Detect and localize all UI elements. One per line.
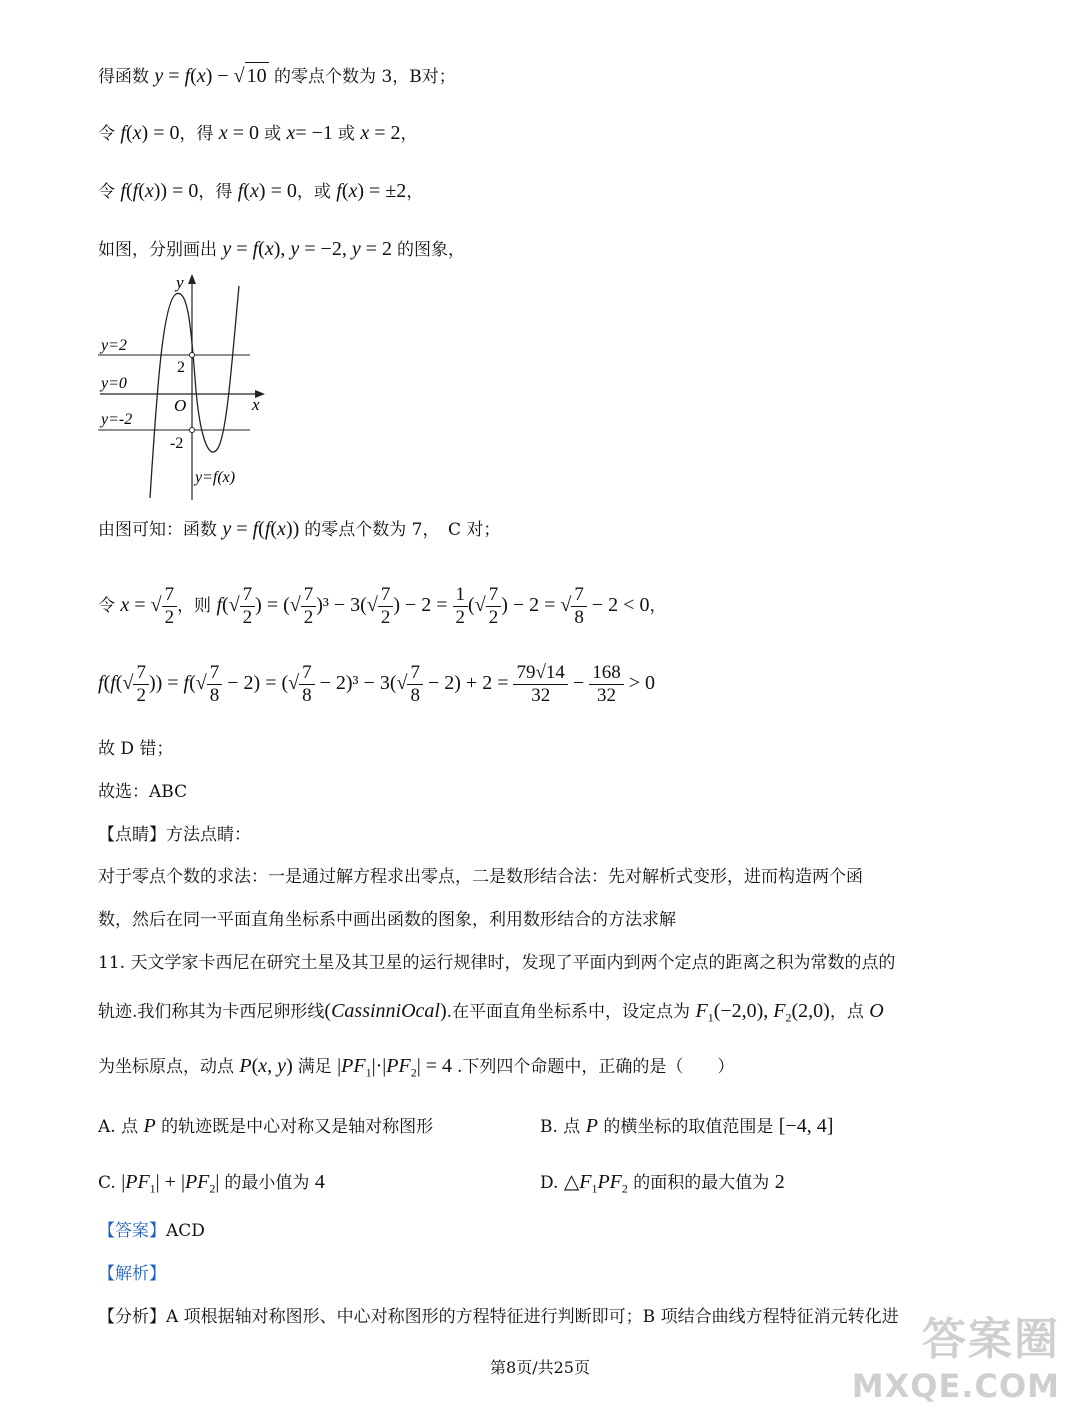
option-c[interactable]: C. $|PF_1| + |PF_2|$ 的最小值为 4 bbox=[98, 1171, 325, 1196]
solution-line-5: 由图可知：函数 y = f(f(x)) 的零点个数为 7， C 对； bbox=[98, 518, 501, 540]
solution-line-2: 令 f(x) = 0，得 x = 0 或 x= −1 或 x = 2， bbox=[98, 122, 418, 144]
answer-line bbox=[98, 1218, 205, 1244]
page-footer: 第8页/共25页 bbox=[490, 1358, 590, 1377]
tips-body-2: 数，然后在同一平面直角坐标系中画出函数的图象，利用数形结合的方法求解 bbox=[98, 910, 676, 930]
analysis-detail-label: 【分析】 bbox=[98, 1307, 166, 1327]
x-axis-label: x bbox=[252, 395, 260, 414]
option-d[interactable]: D. $\triangle F_1PF_2$ 的面积的最大值为 2 bbox=[540, 1171, 785, 1196]
question-line-2: 轨迹.我们称其为卡西尼卵形线(CassinniOcal).在平面直角坐标系中，设定点为 $F_1(-2,0)$, $F_2(2,0)$，点 O bbox=[98, 1000, 884, 1025]
watermark bbox=[852, 1303, 1060, 1405]
tips-body-1: 对于零点个数的求法：一是通过解方程求出零点，二是数形结合法：先对解析式变形，进而构造两个函 bbox=[98, 867, 863, 887]
solution-line-1: 得函数 y = f(x) − √ 10 的零点个数为 3，B对； bbox=[98, 62, 456, 90]
line-y-minus2-label: y=-2 bbox=[101, 411, 133, 428]
answer-value: ACD bbox=[166, 1221, 205, 1241]
function-graph bbox=[95, 268, 275, 503]
tips-heading: 【点睛】方法点睛： bbox=[98, 825, 251, 845]
question-line-3: 为坐标原点，动点 P(x, y) 满足 $|PF_1|\cdot|PF_2| = 4$ .下列四个命题中，正确的是（ ） bbox=[98, 1055, 735, 1080]
line-y0-label: y=0 bbox=[101, 375, 127, 392]
point-minus2 bbox=[190, 428, 195, 433]
y-axis-arrow bbox=[188, 274, 196, 284]
analysis-detail-line bbox=[98, 1304, 899, 1330]
curve-label: y=f(x) bbox=[195, 469, 236, 486]
tick-minus2-label: -2 bbox=[170, 435, 184, 452]
answer-label: 【答案】 bbox=[98, 1221, 166, 1241]
point-2 bbox=[190, 353, 195, 358]
solution-line-6: 令 x = √ $\frac{7}{2}$ ，则 f(√ $\frac{7}{2}$ ) = (√ $\frac{7}{2}$ )³ − 3(√ $\frac{7}{2}$ ) − 2 = $\frac{1}{2}$ (√ $\frac{7}{2}$ ) − 2 = √ $\frac{7}{8}$ − 2 < 0， bbox=[98, 584, 667, 628]
option-b[interactable]: B. 点 P 的横坐标的取值范围是 [−4, 4] bbox=[540, 1115, 834, 1137]
tick-2-label: 2 bbox=[177, 359, 185, 376]
solution-line-7: f(f(√ $\frac{7}{2}$ )) = f(√ $\frac{7}{8}$ − 2) = (√ $\frac{7}{8}$ − 2)³ − 3(√ $\frac{7}{8}$ − 2) + 2 = $\frac{79√14}{32}$ − $\frac{168}{32}$ > 0 bbox=[98, 662, 655, 706]
analysis-label: 【解析】 bbox=[98, 1264, 166, 1284]
solution-line-8: 故 D 错； bbox=[98, 739, 174, 759]
watermark-domain: MXQE.COM bbox=[851, 1367, 1060, 1405]
option-a[interactable]: A. 点 P 的轨迹既是中心对称又是轴对称图形 bbox=[98, 1115, 434, 1137]
function-curve bbox=[150, 286, 239, 498]
origin-label: O bbox=[174, 396, 187, 415]
line-y2-label: y=2 bbox=[101, 337, 127, 354]
y-axis-label: y bbox=[176, 273, 184, 292]
question-line-1: 11. 天文学家卡西尼在研究土星及其卫星的运行规律时，发现了平面内到两个定点的距离之积为常数的点的 bbox=[98, 953, 896, 973]
solution-line-4: 如图，分别画出 y = f(x), y = −2, y = 2 的图象， bbox=[98, 238, 465, 260]
watermark-logo: 答案圈 bbox=[922, 1314, 1060, 1365]
solution-line-3: 令 f(f(x)) = 0，得 f(x) = 0，或 f(x) = ±2， bbox=[98, 180, 424, 202]
solution-line-9: 故选：ABC bbox=[98, 782, 188, 802]
analysis-detail-text: A 项根据轴对称图形、中心对称图形的方程特征进行判断即可；B 项结合曲线方程特征消元转化进 bbox=[166, 1307, 899, 1327]
